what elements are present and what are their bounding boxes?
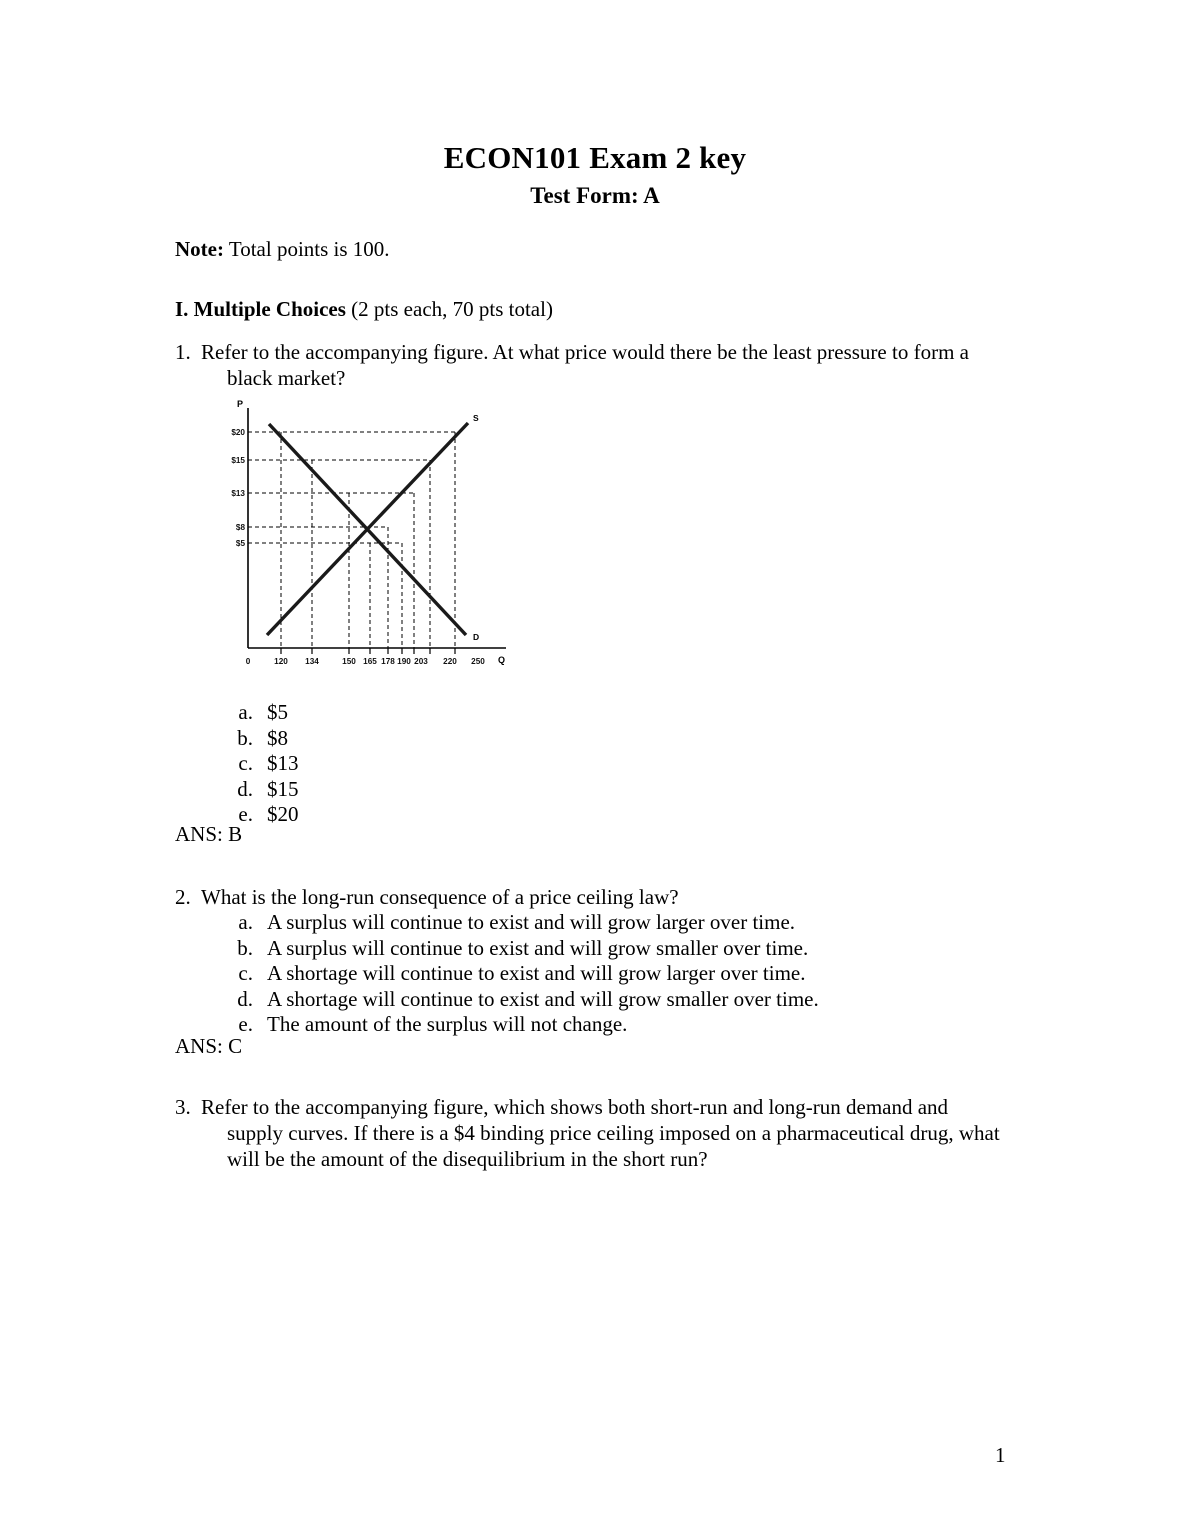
section-heading-label: I. Multiple Choices [175, 297, 346, 321]
option-text: $20 [267, 802, 299, 827]
option-text: A surplus will continue to exist and will grow larger over time. [267, 910, 796, 934]
page-number: 1 [995, 1443, 1006, 1467]
question-1-number: 1. [175, 340, 191, 364]
supply-demand-figure [228, 398, 518, 673]
option-letter: d. [237, 986, 253, 1011]
x-tick-label-165: 165 [363, 657, 377, 666]
question-2-number: 2. [175, 885, 191, 909]
x-axis-ticks [281, 648, 455, 654]
y-tick-label-13: $13 [231, 489, 245, 498]
y-tick-label-5: $5 [235, 539, 245, 548]
option-text: $13 [267, 751, 299, 776]
option-letter: b. [237, 725, 253, 750]
option-letter: b. [237, 935, 253, 960]
y-tick-label-8: $8 [235, 523, 245, 532]
option-row[interactable] [225, 936, 819, 962]
question-1-line-1: Refer to the accompanying figure. At what price would there be the least pressure to form a [201, 340, 969, 364]
demand-curve-label: D [473, 632, 480, 642]
price-guide-lines [248, 432, 455, 543]
question-1-answer: ANS: B [175, 822, 243, 846]
option-letter: d. [237, 776, 253, 801]
option-letter: e. [238, 1012, 253, 1037]
supply-curve-label: S [473, 413, 479, 423]
option-text: $15 [267, 776, 299, 801]
question-1-text [201, 339, 1005, 391]
question-2-options [225, 910, 819, 1038]
option-letter: a. [238, 700, 253, 724]
y-tick-label-20: $20 [231, 428, 245, 437]
option-row[interactable] [225, 910, 819, 936]
option-row[interactable] [225, 961, 819, 987]
note-text: Total points is 100. [223, 237, 390, 261]
option-row[interactable] [225, 987, 819, 1013]
option-letter: e. [238, 802, 253, 827]
question-3-line-3: will be the amount of the disequilibrium in the short run? [227, 1147, 708, 1171]
option-row[interactable] [225, 1012, 819, 1038]
note-label: Note: [175, 237, 224, 261]
option-text: A shortage will continue to exist and will grow smaller over time. [267, 986, 819, 1011]
supply-demand-chart-svg [228, 398, 518, 673]
option-letter: a. [238, 910, 253, 934]
question-3 [175, 1094, 1025, 1172]
option-text: A shortage will continue to exist and will grow larger over time. [267, 961, 806, 986]
x-tick-label-0: 0 [245, 657, 251, 666]
option-row[interactable] [225, 700, 299, 726]
x-tick-label-120: 120 [274, 657, 288, 666]
question-2-text [201, 884, 1005, 910]
x-tick-label-178: 178 [381, 657, 395, 666]
x-tick-label-190: 190 [397, 657, 411, 666]
option-letter: c. [238, 751, 253, 776]
option-letter: c. [238, 961, 253, 986]
question-1-options [225, 700, 299, 828]
question-1-line-2: black market? [227, 366, 346, 390]
option-text: $8 [267, 725, 288, 750]
option-row[interactable] [225, 751, 299, 777]
question-3-text [201, 1094, 1025, 1172]
question-3-number: 3. [175, 1095, 191, 1119]
y-axis-label: P [237, 399, 244, 409]
question-1 [175, 339, 1005, 391]
section-heading [175, 297, 553, 322]
page-title: ECON101 Exam 2 key [443, 140, 747, 175]
x-tick-label-220: 220 [443, 657, 457, 666]
x-tick-label-203: 203 [414, 657, 428, 666]
option-row[interactable] [225, 726, 299, 752]
question-2-line-1: What is the long-run consequence of a price ceiling law? [201, 885, 679, 909]
x-tick-label-150: 150 [342, 657, 356, 666]
note-line [175, 237, 390, 262]
question-2 [175, 884, 1005, 910]
section-points: (2 pts each, 70 pts total) [345, 297, 553, 321]
option-row[interactable] [225, 777, 299, 803]
x-tick-label-134: 134 [305, 657, 319, 666]
x-axis-label: Q [498, 655, 506, 665]
page-subtitle: Test Form: A [530, 183, 660, 208]
x-tick-label-250: 250 [471, 657, 485, 666]
y-tick-label-15: $15 [231, 456, 245, 465]
option-text: The amount of the surplus will not change. [267, 1012, 628, 1037]
question-2-answer: ANS: C [175, 1034, 243, 1058]
question-3-line-2: supply curves. If there is a $4 binding price ceiling imposed on a pharmaceutical drug, what [227, 1121, 1000, 1145]
question-3-line-1: Refer to the accompanying figure, which shows both short-run and long-run demand and [201, 1095, 949, 1119]
option-text: $5 [267, 700, 288, 724]
option-text: A surplus will continue to exist and will grow smaller over time. [267, 935, 809, 960]
